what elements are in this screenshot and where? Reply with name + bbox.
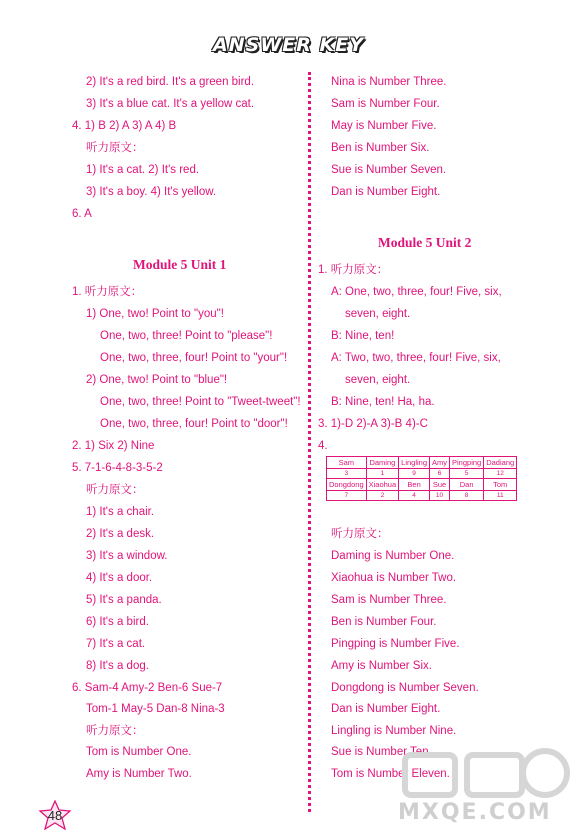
text-line: One, two, three, four! Point to "your"! [100, 352, 288, 364]
text-line: One, two, three! Point to "Tweet-tweet"! [100, 396, 301, 408]
text-line: Pingping is Number Five. [331, 638, 460, 650]
text-line: 听力原文： [331, 528, 389, 540]
table-cell: 8 [450, 491, 484, 501]
text-line: Sue is Number Ten. [331, 746, 432, 758]
text-line: 1) It's a cat. 2) It's red. [86, 164, 200, 176]
page-number: 48 [47, 808, 63, 823]
text-line: Sam is Number Four. [331, 98, 440, 110]
text-line: Daming is Number One. [331, 550, 455, 562]
table-cell: Dongdong [327, 479, 367, 491]
table-row [327, 479, 517, 491]
table-cell: Lingling [399, 457, 430, 469]
text-line: 2) It's a desk. [86, 528, 155, 540]
watermark-text: MXQE.COM [398, 800, 552, 825]
table-cell: 4 [399, 491, 430, 501]
text-line: One, two, three, four! Point to "door"! [100, 418, 288, 430]
text-line: 7) It's a cat. [86, 638, 146, 650]
table-cell: Ben [399, 479, 430, 491]
page-number-badge [38, 800, 72, 830]
text-line: Amy is Number Six. [331, 660, 432, 672]
text-line: Tom-1 May-5 Dan-8 Nina-3 [86, 703, 225, 715]
text-line: Xiaohua is Number Two. [331, 572, 457, 584]
text-line: A: Two, two, three, four! Five, six, [331, 352, 501, 364]
text-line: 3) It's a blue cat. It's a yellow cat. [86, 98, 255, 110]
column-divider [308, 72, 311, 812]
text-line: B: Nine, ten! Ha, ha. [331, 396, 435, 408]
table-cell: Pingping [450, 457, 484, 469]
table-cell: 11 [484, 491, 517, 501]
text-line: 3) It's a window. [86, 550, 168, 562]
table-cell: Dan [450, 479, 484, 491]
text-line: Sam is Number Three. [331, 594, 447, 606]
text-line: Dongdong is Number Seven. [331, 682, 479, 694]
text-line: Ben is Number Six. [331, 142, 430, 154]
text-line: 1. 听力原文： [318, 264, 389, 276]
table-cell: 12 [484, 469, 517, 479]
table-cell: 2 [366, 491, 399, 501]
name-number-table [326, 456, 517, 501]
table-row [327, 491, 517, 501]
text-line: 听力原文： [86, 725, 144, 737]
section-heading: Module 5 Unit 1 [133, 257, 227, 272]
text-line: Ben is Number Four. [331, 616, 437, 628]
text-line: Lingling is Number Nine. [331, 725, 457, 737]
table-cell: Amy [430, 457, 450, 469]
table-cell: Sue [430, 479, 450, 491]
text-line: 3) It's a boy. 4) It's yellow. [86, 186, 217, 198]
table-cell: 5 [450, 469, 484, 479]
text-line: Dan is Number Eight. [331, 186, 441, 198]
text-line: 6) It's a bird. [86, 616, 149, 628]
table-cell: Tom [484, 479, 517, 491]
table-cell: 9 [399, 469, 430, 479]
text-line: 1) One, two! Point to "you"! [86, 308, 224, 320]
text-line: B: Nine, ten! [331, 330, 395, 342]
text-line: Sue is Number Seven. [331, 164, 447, 176]
table-cell: Daming [366, 457, 399, 469]
text-line: seven, eight. [345, 308, 411, 320]
text-line: 2. 1) Six 2) Nine [72, 440, 155, 452]
table-row [327, 469, 517, 479]
text-line: Tom is Number Eleven. [331, 768, 450, 780]
text-line: Tom is Number One. [86, 746, 192, 758]
text-line: 5) It's a panda. [86, 594, 162, 606]
table-cell: Xiaohua [366, 479, 399, 491]
text-line: 3. 1)-D 2)-A 3)-B 4)-C [318, 418, 428, 430]
text-line: 1. 听力原文： [72, 286, 143, 298]
text-line: 听力原文： [86, 484, 144, 496]
text-line: Dan is Number Eight. [331, 703, 441, 715]
text-line: 听力原文： [86, 142, 144, 154]
text-line: 5. 7-1-6-4-8-3-5-2 [72, 462, 163, 474]
text-line: 2) It's a red bird. It's a green bird. [86, 76, 255, 88]
table-cell: Sam [327, 457, 367, 469]
page-title: ANSWER KEY [213, 34, 364, 56]
text-line: 4. [318, 440, 328, 452]
table-cell: 3 [327, 469, 367, 479]
text-line: Nina is Number Three. [331, 76, 447, 88]
text-line: 4. 1) B 2) A 3) A 4) B [72, 120, 177, 132]
table-cell: 7 [327, 491, 367, 501]
text-line: 8) It's a dog. [86, 660, 149, 672]
text-line: 6. Sam-4 Amy-2 Ben-6 Sue-7 [72, 682, 223, 694]
text-line: 1) It's a chair. [86, 506, 155, 518]
text-line: 6. A [72, 208, 92, 220]
table-cell: 10 [430, 491, 450, 501]
section-heading: Module 5 Unit 2 [378, 235, 472, 250]
text-line: Amy is Number Two. [86, 768, 192, 780]
table-row [327, 457, 517, 469]
text-line: 2) One, two! Point to "blue"! [86, 374, 228, 386]
text-line: seven, eight. [345, 374, 411, 386]
table-cell: Dadiang [484, 457, 517, 469]
text-line: May is Number Five. [331, 120, 437, 132]
table-cell: 6 [430, 469, 450, 479]
table-cell: 1 [366, 469, 399, 479]
text-line: 4) It's a door. [86, 572, 153, 584]
text-line: One, two, three! Point to "please"! [100, 330, 273, 342]
text-line: A: One, two, three, four! Five, six, [331, 286, 502, 298]
